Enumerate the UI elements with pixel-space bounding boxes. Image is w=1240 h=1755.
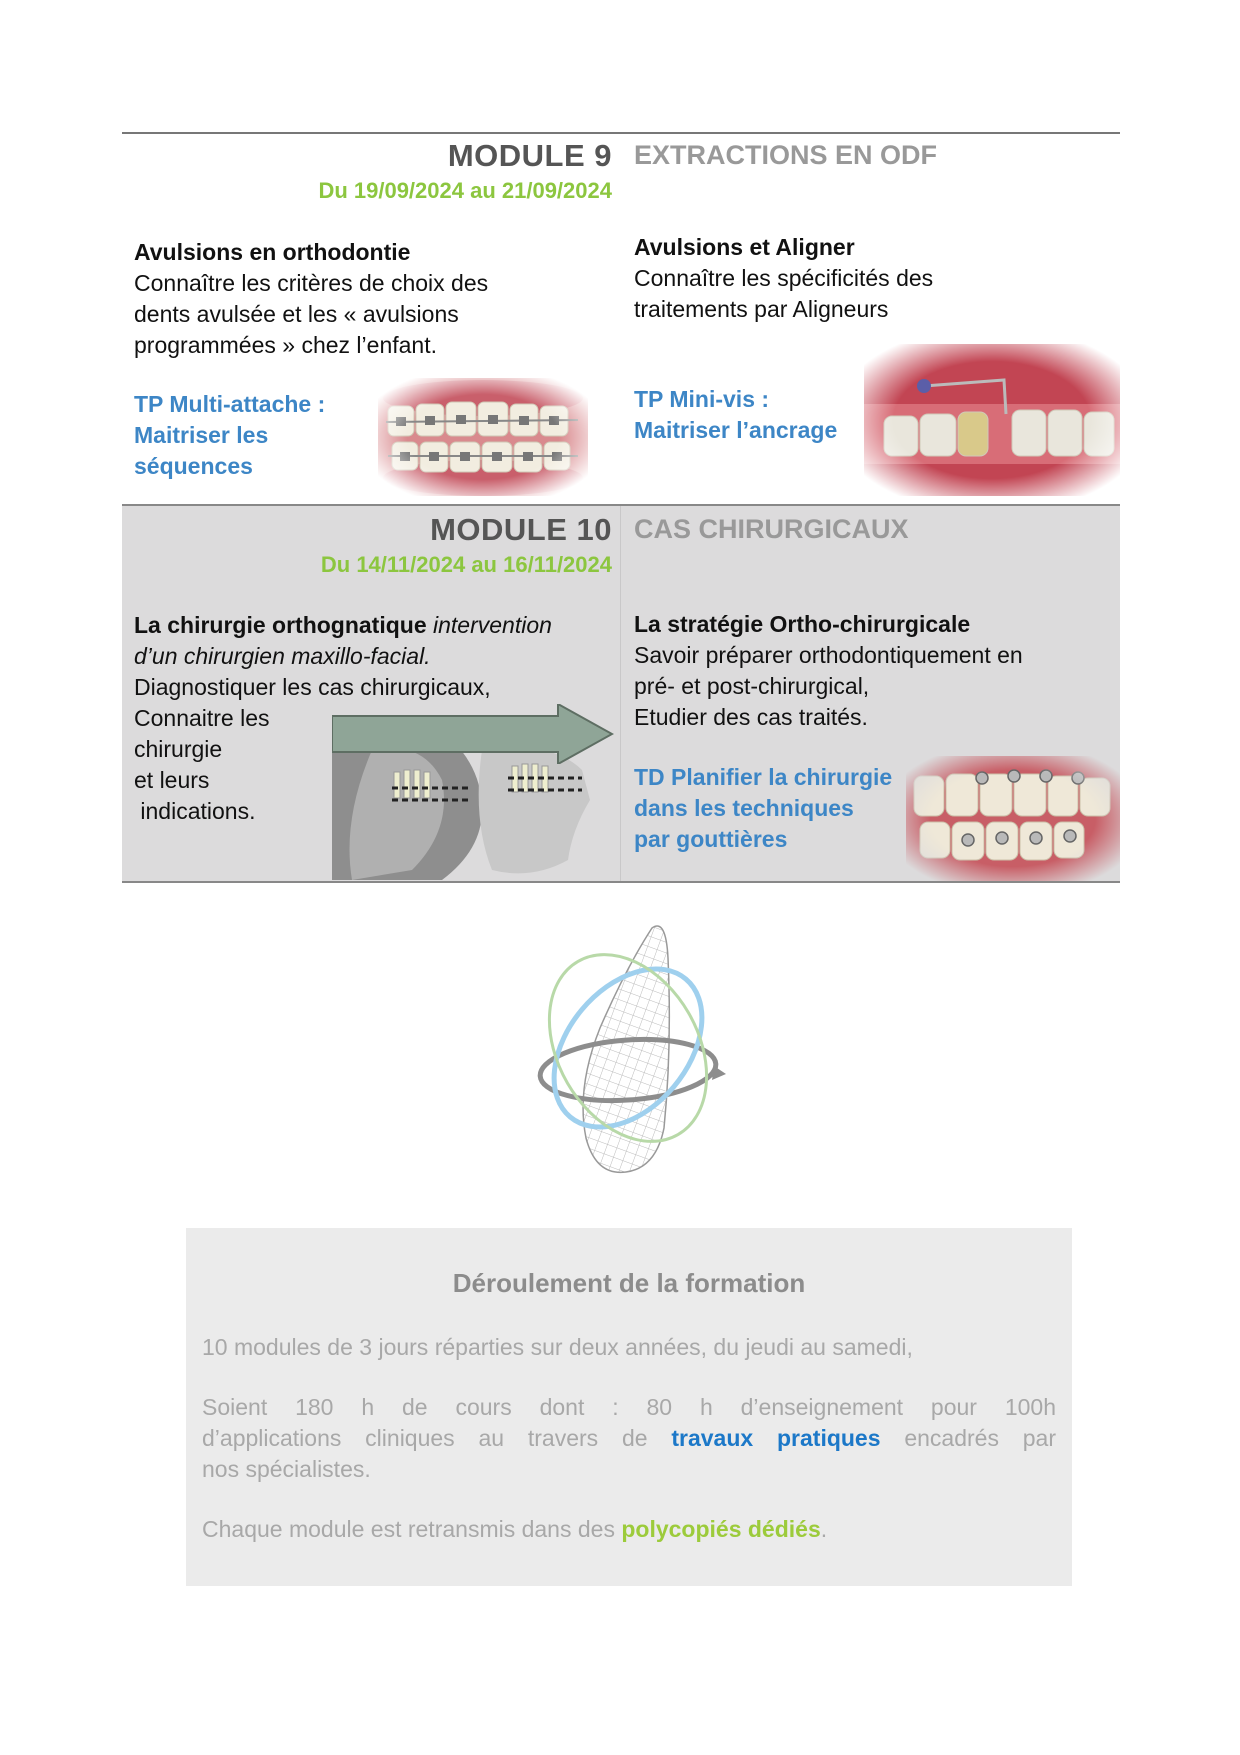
module10-title: MODULE 10: [430, 512, 612, 547]
module9-right-tp: TP Mini-vis : Maitriser l’ancrage: [634, 386, 838, 443]
braces-photo-illustration: [378, 378, 588, 496]
module10-divider: [620, 506, 621, 881]
formation-paragraph-2: Soient 180 h de cours dont : 80 h d’enseignement pour 100h d’applications cliniques au travers de travaux pratiques encadrés par nos spécialistes.: [202, 1394, 1056, 1482]
module10-right-heading: La stratégie Ortho-chirurgicale: [634, 611, 971, 637]
bottom-rule: [122, 881, 1120, 883]
miniscrew-photo: [864, 344, 1120, 496]
module9-left-heading: Avulsions en orthodontie: [134, 239, 411, 265]
implants-photo: [906, 756, 1120, 881]
miniscrew-photo-illustration: [864, 344, 1120, 496]
implants-photo-illustration: [906, 756, 1120, 881]
module10-left-heading: La chirurgie orthognatique: [134, 612, 427, 638]
module9-subject: EXTRACTIONS EN ODF: [634, 140, 938, 170]
module9-title: MODULE 9: [447, 138, 612, 173]
module9-left-tp: TP Multi-attache : Maitriser les séquences: [134, 391, 326, 479]
module10-right-text: Savoir préparer orthodontiquement en pré- et post-chirurgical, Etudier des cas traités.: [634, 642, 1023, 730]
module10-right-td: TD Planifier la chirurgie dans les techniques par gouttières: [634, 764, 893, 852]
tooth-wireframe-logo: [516, 898, 740, 1210]
formation-paragraph-1: 10 modules de 3 jours réparties sur deux années, du jeudi au samedi,: [202, 1334, 913, 1360]
middle-rule: [122, 504, 1120, 506]
module9-right-text: Connaître les spécificités des traitements par Aligneurs: [634, 265, 934, 322]
module10-left-text: La chirurgie orthognatique intervention d’un chirurgien maxillo-facial. Diagnostiquer les cas chirurgicaux, Connaitre les chirurgie et leurs indications.: [134, 612, 552, 824]
arrow-right-icon: [332, 704, 614, 764]
module10-subject: CAS CHIRURGICAUX: [634, 514, 909, 544]
formation-paragraph-3: Chaque module est retransmis dans des polycopiés dédiés.: [202, 1516, 828, 1542]
module9-left-text: Connaître les critères de choix des dents avulsée et les « avulsions programmées » chez l’enfant.: [134, 270, 489, 358]
formation-title: Déroulement de la formation: [452, 1268, 806, 1298]
module10-date: Du 14/11/2024 au 16/11/2024: [320, 552, 612, 577]
top-rule: [122, 132, 1120, 134]
module9-date: Du 19/09/2024 au 21/09/2024: [318, 178, 612, 203]
module9-right-heading: Avulsions et Aligner: [634, 234, 855, 260]
braces-photo: [378, 378, 588, 496]
formation-box: [186, 1228, 1072, 1586]
